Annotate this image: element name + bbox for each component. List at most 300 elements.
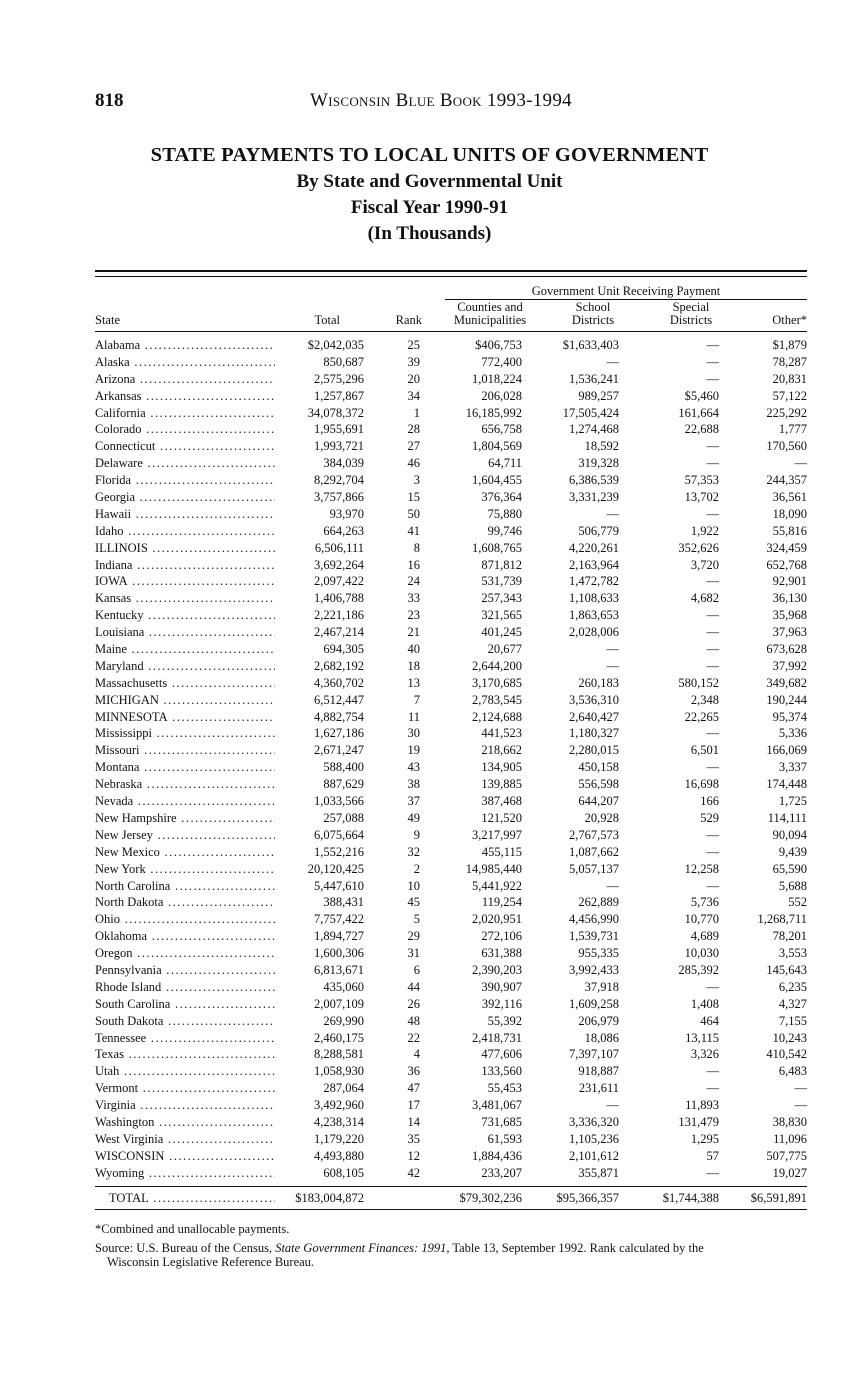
total-other: $6,591,891: [750, 1191, 807, 1205]
total-bottom-rule: [95, 1209, 807, 1210]
table-row: [95, 472, 807, 489]
table-row: [95, 827, 807, 844]
cell-other: 78,287: [772, 354, 807, 369]
table-row: [95, 759, 807, 776]
cell-counties: 1,604,455: [472, 473, 522, 488]
cell-total: 2,467,214: [314, 625, 364, 640]
table-row: [95, 878, 807, 895]
table-row: [95, 1046, 807, 1063]
cell-rank: 41: [407, 523, 420, 538]
cell-other: 652,768: [766, 557, 807, 572]
cell-school: 7,397,107: [569, 1047, 619, 1062]
column-header-counties: [440, 301, 540, 327]
cell-other: 3,553: [778, 946, 807, 961]
source-publication: State Government Finances: 1991: [275, 1241, 447, 1255]
cell-other: —: [794, 1098, 807, 1113]
cell-counties: 5,441,922: [472, 878, 522, 893]
cell-school: 37,918: [584, 979, 619, 994]
table-row: [95, 438, 807, 455]
column-header-special: [651, 301, 731, 327]
cell-other: 190,244: [766, 692, 807, 707]
cell-state: Tennessee .....: [95, 1030, 275, 1047]
cell-special: 3,720: [690, 557, 719, 572]
cell-other: 35,968: [772, 608, 807, 623]
cell-state: MINNESOTA .....: [95, 709, 275, 726]
cell-other: 410,542: [766, 1047, 807, 1062]
cell-total: 384,039: [323, 456, 364, 471]
cell-counties: 139,885: [481, 777, 522, 792]
cell-other: 552: [788, 895, 807, 910]
cell-school: 206,979: [578, 1013, 619, 1028]
cell-rank: 50: [407, 506, 420, 521]
cell-school: 18,592: [584, 439, 619, 454]
total-row: [95, 1189, 807, 1207]
cell-special: 10,770: [684, 912, 719, 927]
cell-rank: 12: [407, 1148, 420, 1163]
cell-rank: 26: [407, 996, 420, 1011]
cell-other: 38,830: [772, 1114, 807, 1129]
cell-school: 1,863,653: [569, 608, 619, 623]
cell-counties: 401,245: [481, 625, 522, 640]
cell-rank: 35: [407, 1131, 420, 1146]
cell-counties: 441,523: [481, 726, 522, 741]
cell-special: 352,626: [678, 540, 719, 555]
cell-special: 1,922: [690, 523, 719, 538]
cell-rank: 36: [407, 1064, 420, 1079]
cell-school: 2,028,006: [569, 625, 619, 640]
fiscal-year: Fiscal Year 1990-91: [350, 197, 509, 218]
cell-counties: 2,124,688: [472, 709, 522, 724]
cell-school: 1,472,782: [569, 574, 619, 589]
cell-state: Rhode Island .....: [95, 979, 275, 996]
cell-school: 3,336,320: [569, 1114, 619, 1129]
cell-counties: 531,739: [481, 574, 522, 589]
cell-counties: 1,018,224: [472, 371, 522, 386]
cell-state: California .....: [95, 405, 275, 422]
cell-total: 664,263: [323, 523, 364, 538]
cell-school: 1,180,327: [569, 726, 619, 741]
cell-state: Wyoming .....: [95, 1165, 275, 1182]
cell-state: Vermont .....: [95, 1080, 275, 1097]
cell-counties: 2,390,203: [472, 962, 522, 977]
cell-rank: 28: [407, 422, 420, 437]
cell-special: —: [706, 642, 719, 657]
cell-state: Virginia .....: [95, 1097, 275, 1114]
cell-special: —: [706, 658, 719, 673]
cell-special: 4,689: [690, 929, 719, 944]
cell-counties: 2,418,731: [472, 1030, 522, 1045]
cell-total: 1,033,566: [314, 794, 364, 809]
cell-total: 608,105: [323, 1165, 364, 1180]
table-row: [95, 692, 807, 709]
cell-school: —: [606, 658, 619, 673]
column-header-special-line2: Districts: [669, 313, 713, 327]
cell-school: 1,087,662: [569, 844, 619, 859]
cell-special: 529: [700, 810, 719, 825]
cell-school: 1,105,236: [569, 1131, 619, 1146]
table-row: [95, 894, 807, 911]
cell-school: 1,609,258: [569, 996, 619, 1011]
cell-rank: 39: [407, 354, 420, 369]
cell-counties: 376,364: [481, 490, 522, 505]
cell-special: 2,348: [690, 692, 719, 707]
cell-state: Oklahoma .....: [95, 928, 275, 945]
cell-total: 257,088: [323, 810, 364, 825]
cell-counties: 55,453: [487, 1081, 522, 1096]
cell-special: 57: [706, 1148, 719, 1163]
cell-rank: 6: [413, 962, 420, 977]
cell-rank: 20: [407, 371, 420, 386]
cell-counties: 75,880: [487, 506, 522, 521]
cell-other: $1,879: [772, 338, 807, 352]
cell-counties: $406,753: [475, 338, 522, 352]
cell-school: 3,536,310: [569, 692, 619, 707]
cell-other: 166,069: [766, 743, 807, 758]
cell-state: MICHIGAN .....: [95, 692, 275, 709]
cell-counties: 871,812: [481, 557, 522, 572]
cell-total: 7,757,422: [314, 912, 364, 927]
cell-state: ILLINOIS .....: [95, 540, 275, 557]
running-head: Wisconsin Blue Book 1993-1994: [310, 90, 572, 111]
cell-rank: 5: [413, 912, 420, 927]
cell-school: 1,536,241: [569, 371, 619, 386]
cell-state: Colorado .....: [95, 421, 275, 438]
cell-state: South Carolina .....: [95, 996, 275, 1013]
cell-counties: 631,388: [481, 946, 522, 961]
cell-total: 4,360,702: [314, 675, 364, 690]
cell-counties: 64,711: [488, 456, 522, 471]
cell-state: Maryland .....: [95, 658, 275, 675]
cell-counties: 731,685: [481, 1114, 522, 1129]
cell-school: —: [606, 878, 619, 893]
cell-total: 1,179,220: [314, 1131, 364, 1146]
cell-rank: 19: [407, 743, 420, 758]
cell-other: 65,590: [772, 861, 807, 876]
cell-rank: 16: [407, 557, 420, 572]
cell-counties: 455,115: [481, 844, 522, 859]
cell-school: 2,767,573: [569, 827, 619, 842]
cell-other: 9,439: [778, 844, 807, 859]
cell-total: 3,757,866: [314, 490, 364, 505]
column-header-total: Total: [314, 313, 340, 327]
cell-rank: 33: [407, 591, 420, 606]
cell-school: 556,598: [578, 777, 619, 792]
cell-special: 13,115: [685, 1030, 719, 1045]
table-top-rule-thin: [95, 276, 807, 277]
cell-rank: 38: [407, 777, 420, 792]
column-header-school: [553, 301, 633, 327]
cell-total: 93,970: [329, 506, 364, 521]
cell-school: 6,386,539: [569, 473, 619, 488]
cell-counties: 477,606: [481, 1047, 522, 1062]
cell-total: 8,288,581: [314, 1047, 364, 1062]
cell-school: 3,992,433: [569, 962, 619, 977]
cell-other: 244,357: [766, 473, 807, 488]
cell-state: New Jersey .....: [95, 827, 275, 844]
cell-school: 2,640,427: [569, 709, 619, 724]
cell-state: Georgia .....: [95, 489, 275, 506]
cell-counties: 772,400: [481, 354, 522, 369]
cell-other: 324,459: [766, 540, 807, 555]
cell-total: 1,600,306: [314, 946, 364, 961]
cell-special: —: [706, 456, 719, 471]
cell-rank: 8: [413, 540, 420, 555]
cell-total: 4,493,880: [314, 1148, 364, 1163]
cell-other: 225,292: [766, 405, 807, 420]
cell-counties: 1,884,436: [472, 1148, 522, 1163]
cell-state: North Dakota .....: [95, 894, 275, 911]
cell-rank: 29: [407, 929, 420, 944]
cell-total: 2,460,175: [314, 1030, 364, 1045]
cell-state: Massachusetts .....: [95, 675, 275, 692]
cell-total: 6,075,664: [314, 827, 364, 842]
cell-counties: 121,520: [481, 810, 522, 825]
cell-state: South Dakota .....: [95, 1013, 275, 1030]
cell-total: 887,629: [323, 777, 364, 792]
cell-school: $1,633,403: [562, 338, 619, 352]
source-line1: [95, 1242, 810, 1256]
cell-counties: 656,758: [481, 422, 522, 437]
cell-other: 5,336: [778, 726, 807, 741]
cell-school: 17,505,424: [562, 405, 619, 420]
cell-rank: 23: [407, 608, 420, 623]
cell-special: —: [706, 726, 719, 741]
cell-rank: 37: [407, 794, 420, 809]
cell-state: WISCONSIN .....: [95, 1148, 275, 1165]
cell-school: 2,280,015: [569, 743, 619, 758]
cell-state: Louisiana .....: [95, 624, 275, 641]
cell-total: 1,552,216: [314, 844, 364, 859]
cell-special: 22,265: [684, 709, 719, 724]
table-body: [95, 337, 807, 1182]
table-row: [95, 607, 807, 624]
cell-rank: 43: [407, 760, 420, 775]
cell-other: 57,122: [772, 388, 807, 403]
cell-special: 57,353: [684, 473, 719, 488]
cell-total: 4,238,314: [314, 1114, 364, 1129]
cell-other: 170,560: [766, 439, 807, 454]
source-suffix: , Table 13, September 1992. Rank calculated by the: [446, 1241, 704, 1255]
cell-special: 10,030: [684, 946, 719, 961]
cell-total: 1,257,867: [314, 388, 364, 403]
table-row: [95, 1165, 807, 1182]
cell-special: —: [706, 979, 719, 994]
cell-state: Florida .....: [95, 472, 275, 489]
column-header-school-line1: School: [575, 300, 611, 314]
cell-school: —: [606, 1098, 619, 1113]
cell-other: 145,643: [766, 962, 807, 977]
table-row: [95, 1080, 807, 1097]
table-row: [95, 590, 807, 607]
cell-other: 1,725: [778, 794, 807, 809]
table-row: [95, 928, 807, 945]
cell-total: 269,990: [323, 1013, 364, 1028]
cell-school: 2,101,612: [569, 1148, 619, 1163]
cell-school: 3,331,239: [569, 490, 619, 505]
cell-rank: 10: [407, 878, 420, 893]
cell-total: 4,882,754: [314, 709, 364, 724]
total-total: $183,004,872: [295, 1191, 364, 1205]
column-header-school-line2: Districts: [571, 313, 615, 327]
table-row: [95, 421, 807, 438]
cell-other: 6,235: [778, 979, 807, 994]
cell-school: —: [606, 642, 619, 657]
cell-special: —: [706, 506, 719, 521]
cell-rank: 14: [407, 1114, 420, 1129]
cell-state: Connecticut .....: [95, 438, 275, 455]
table-row: [95, 945, 807, 962]
cell-total: 1,993,721: [314, 439, 364, 454]
cell-rank: 40: [407, 642, 420, 657]
cell-state: Ohio .....: [95, 911, 275, 928]
cell-state: West Virginia .....: [95, 1131, 275, 1148]
cell-total: 2,671,247: [314, 743, 364, 758]
cell-rank: 2: [413, 861, 420, 876]
table-row: [95, 557, 807, 574]
cell-other: —: [794, 1081, 807, 1096]
cell-other: 20,831: [772, 371, 807, 386]
cell-state: New Mexico .....: [95, 844, 275, 861]
table-top-rule: [95, 270, 807, 272]
cell-total: 2,682,192: [314, 658, 364, 673]
table-row: [95, 506, 807, 523]
cell-rank: 1: [413, 405, 420, 420]
table-row: [95, 979, 807, 996]
cell-other: 507,775: [766, 1148, 807, 1163]
cell-counties: 14,985,440: [465, 861, 522, 876]
table-row: [95, 1148, 807, 1165]
cell-special: 4,682: [690, 591, 719, 606]
table-row: [95, 911, 807, 928]
cell-special: —: [706, 1064, 719, 1079]
cell-other: 174,448: [766, 777, 807, 792]
cell-rank: 24: [407, 574, 420, 589]
cell-school: 918,887: [578, 1064, 619, 1079]
cell-other: 349,682: [766, 675, 807, 690]
cell-other: 3,337: [778, 760, 807, 775]
cell-school: 1,108,633: [569, 591, 619, 606]
cell-rank: 47: [407, 1081, 420, 1096]
total-counties: $79,302,236: [459, 1191, 522, 1205]
table-row: [95, 996, 807, 1013]
cell-special: —: [706, 439, 719, 454]
cell-other: 10,243: [772, 1030, 807, 1045]
cell-school: 231,611: [578, 1081, 619, 1096]
cell-school: 262,889: [578, 895, 619, 910]
cell-counties: 61,593: [487, 1131, 522, 1146]
table-row: [95, 725, 807, 742]
cell-special: 1,295: [690, 1131, 719, 1146]
cell-other: 6,483: [778, 1064, 807, 1079]
cell-state: Arizona .....: [95, 371, 275, 388]
table-row: [95, 742, 807, 759]
cell-state: Mississippi .....: [95, 725, 275, 742]
table-row: [95, 489, 807, 506]
cell-school: 4,220,261: [569, 540, 619, 555]
table-row: [95, 776, 807, 793]
column-header-other: Other*: [772, 313, 807, 327]
cell-special: 285,392: [678, 962, 719, 977]
cell-counties: 321,565: [481, 608, 522, 623]
cell-other: —: [794, 456, 807, 471]
cell-rank: 4: [413, 1047, 420, 1062]
cell-other: 92,901: [772, 574, 807, 589]
cell-counties: 3,217,997: [472, 827, 522, 842]
table-row: [95, 658, 807, 675]
cell-special: —: [706, 371, 719, 386]
cell-special: 6,501: [690, 743, 719, 758]
cell-total: 2,097,422: [314, 574, 364, 589]
cell-counties: 1,608,765: [472, 540, 522, 555]
cell-rank: 11: [407, 709, 420, 724]
table-row: [95, 1063, 807, 1080]
cell-rank: 30: [407, 726, 420, 741]
cell-special: —: [706, 354, 719, 369]
cell-special: —: [706, 608, 719, 623]
source-note: [95, 1242, 810, 1269]
cell-state: Indiana .....: [95, 557, 275, 574]
cell-state: Montana .....: [95, 759, 275, 776]
cell-total: 20,120,425: [307, 861, 364, 876]
cell-special: $5,460: [684, 388, 719, 403]
cell-other: 36,130: [772, 591, 807, 606]
cell-state: Texas .....: [95, 1046, 275, 1063]
cell-rank: 17: [407, 1098, 420, 1113]
cell-total: 2,575,296: [314, 371, 364, 386]
cell-total: 1,627,186: [314, 726, 364, 741]
cell-special: 161,664: [678, 405, 719, 420]
cell-school: 4,456,990: [569, 912, 619, 927]
cell-school: 355,871: [578, 1165, 619, 1180]
cell-counties: 2,783,545: [472, 692, 522, 707]
cell-other: 1,268,711: [757, 912, 807, 927]
cell-other: 36,561: [772, 490, 807, 505]
cell-other: 7,155: [778, 1013, 807, 1028]
cell-state: Nevada .....: [95, 793, 275, 810]
cell-state: Pennsylvania .....: [95, 962, 275, 979]
cell-total: 694,305: [323, 642, 364, 657]
cell-special: —: [706, 827, 719, 842]
table-row: [95, 523, 807, 540]
cell-state: Nebraska .....: [95, 776, 275, 793]
cell-rank: 3: [413, 473, 420, 488]
table-row: [95, 455, 807, 472]
cell-special: 5,736: [690, 895, 719, 910]
cell-special: 131,479: [678, 1114, 719, 1129]
table-row: [95, 624, 807, 641]
cell-counties: 16,185,992: [465, 405, 522, 420]
cell-rank: 44: [407, 979, 420, 994]
table-row: [95, 1097, 807, 1114]
cell-other: 5,688: [778, 878, 807, 893]
cell-counties: 3,481,067: [472, 1098, 522, 1113]
cell-school: 260,183: [578, 675, 619, 690]
cell-school: 1,274,468: [569, 422, 619, 437]
cell-other: 114,111: [767, 810, 807, 825]
cell-other: 95,374: [772, 709, 807, 724]
cell-counties: 218,662: [481, 743, 522, 758]
cell-counties: 272,106: [481, 929, 522, 944]
cell-total: 850,687: [323, 354, 364, 369]
total-school: $95,366,357: [556, 1191, 619, 1205]
cell-school: —: [606, 506, 619, 521]
table-row: [95, 861, 807, 878]
cell-total: 1,955,691: [314, 422, 364, 437]
cell-state: New York .....: [95, 861, 275, 878]
cell-rank: 32: [407, 844, 420, 859]
cell-special: 12,258: [684, 861, 719, 876]
source-line2: Wisconsin Legislative Reference Bureau.: [107, 1254, 315, 1269]
